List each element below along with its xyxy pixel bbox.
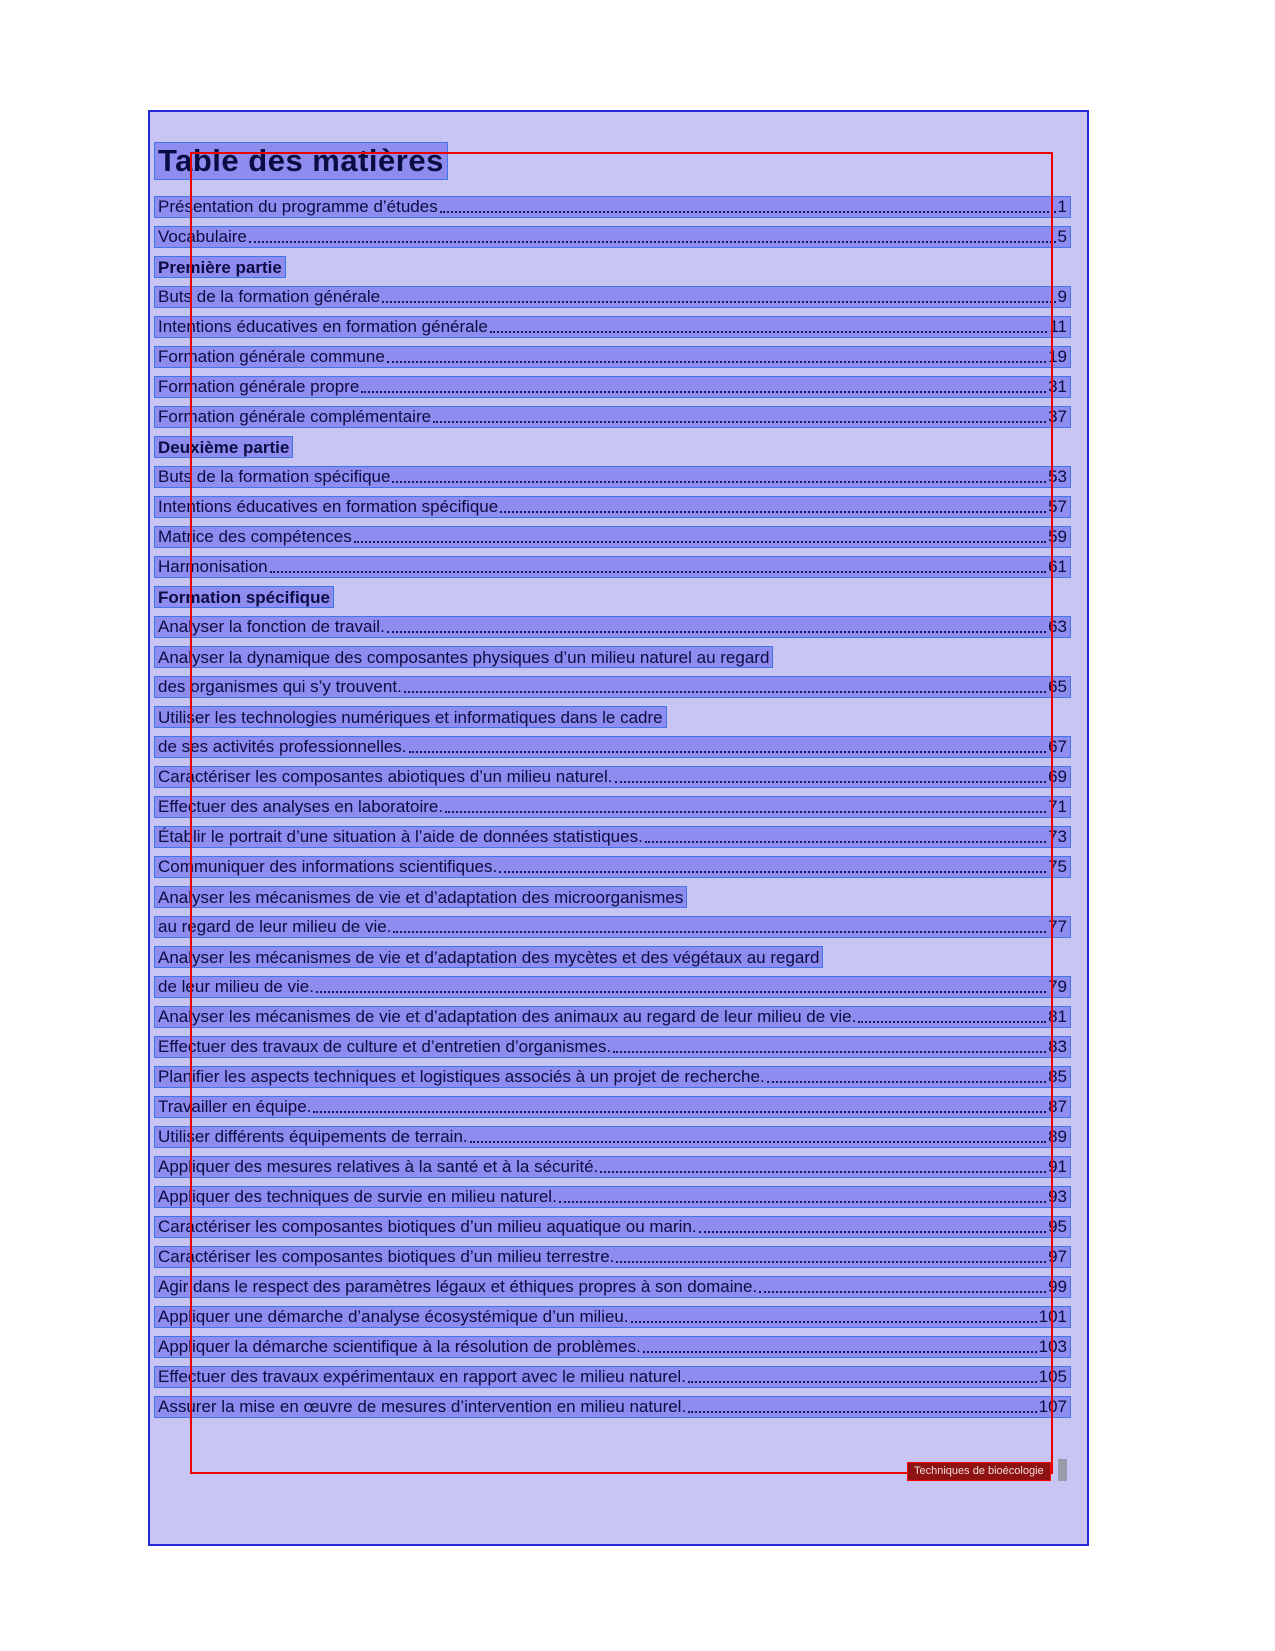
footer-page-thumb: [1058, 1459, 1067, 1481]
toc-entry-text: Effectuer des travaux de culture et d’entretien d’organismes.: [158, 1037, 612, 1056]
toc-entry-text: de leur milieu de vie.: [158, 977, 314, 996]
toc-section-heading-label: Deuxième partie: [154, 436, 293, 458]
toc-entry[interactable]: [154, 1246, 1071, 1268]
toc-entry-wrap-line[interactable]: [154, 946, 1071, 968]
toc-entry-page-number: 99: [1048, 1277, 1067, 1296]
dot-leader: [392, 481, 1046, 483]
dot-leader: [440, 211, 1056, 213]
toc-entry-page-number: 93: [1048, 1187, 1067, 1206]
toc-entry-text: Établir le portrait d’une situation à l’aide de données statistiques.: [158, 827, 643, 846]
toc-entry-text: Buts de la formation spécifique: [158, 467, 391, 486]
dot-leader: [387, 631, 1046, 633]
toc-entry-page-number: 73: [1048, 827, 1067, 846]
toc-entry-text: Intentions éducatives en formation spécifique: [158, 497, 499, 516]
dot-leader: [767, 1081, 1046, 1083]
dot-leader: [631, 1321, 1037, 1323]
toc-entry[interactable]: [154, 736, 1071, 758]
toc-entry-text: au regard de leur milieu de vie.: [158, 917, 392, 936]
toc-entry[interactable]: [154, 496, 1071, 518]
dot-leader: [600, 1171, 1046, 1173]
toc-entry-page-number: 31: [1048, 377, 1067, 396]
toc-entry-page-number: 75: [1048, 857, 1067, 876]
toc-entry-page-number: 91: [1048, 1157, 1067, 1176]
toc-section-heading-label: Formation spécifique: [154, 586, 334, 608]
toc-entry-wrap-line[interactable]: [154, 886, 1071, 908]
dot-leader: [382, 301, 1055, 303]
toc-entry-wrap-text: Analyser les mécanismes de vie et d’adaptation des mycètes et des végétaux au regard: [154, 946, 823, 968]
toc-entry-wrap-text: Analyser la dynamique des composantes physiques d’un milieu naturel au regard: [154, 646, 773, 668]
dot-leader: [393, 931, 1046, 933]
toc-entry-page-number: 103: [1038, 1337, 1067, 1356]
toc-entry-text: Intentions éducatives en formation générale: [158, 317, 488, 336]
toc-entry-text: Appliquer des techniques de survie en milieu naturel.: [158, 1187, 557, 1206]
toc-entry[interactable]: [154, 466, 1071, 488]
toc-entry-page-number: 1: [1057, 197, 1067, 216]
dot-leader: [699, 1231, 1046, 1233]
toc-entry-page-number: 95: [1048, 1217, 1067, 1236]
footer-label: Techniques de bioécologie: [907, 1462, 1051, 1481]
toc-entry-page-number: 105: [1038, 1367, 1067, 1386]
toc-entry-page-number: 37: [1048, 407, 1067, 426]
toc-entry[interactable]: [154, 1336, 1071, 1358]
dot-leader: [404, 691, 1046, 693]
dot-leader: [361, 391, 1046, 393]
dot-leader: [688, 1381, 1037, 1383]
toc-entry-text: Caractériser les composantes biotiques d’un milieu terrestre.: [158, 1247, 615, 1266]
dot-leader: [316, 991, 1046, 993]
dot-leader: [445, 811, 1046, 813]
toc-entry-page-number: 87: [1048, 1097, 1067, 1116]
toc-entry-page-number: 67: [1048, 737, 1067, 756]
toc-entry-text: Matrice des compétences: [158, 527, 352, 546]
toc-entry[interactable]: [154, 766, 1071, 788]
toc-entry-page-number: 53: [1048, 467, 1067, 486]
dot-leader: [490, 331, 1048, 333]
toc-entry-text: Buts de la formation générale: [158, 287, 381, 306]
dot-leader: [500, 511, 1046, 513]
toc-entry-text: Formation générale commune: [158, 347, 385, 366]
toc-entry-page-number: 69: [1048, 767, 1067, 786]
dot-leader: [616, 1261, 1046, 1263]
toc-entry-page-number: 61: [1048, 557, 1067, 576]
toc-entry[interactable]: [154, 1216, 1071, 1238]
toc-entry[interactable]: [154, 1066, 1071, 1088]
toc-entry[interactable]: [154, 1156, 1071, 1178]
toc-entry-page-number: 65: [1048, 677, 1067, 696]
toc-entry-text: Harmonisation: [158, 557, 268, 576]
dot-leader: [643, 1351, 1037, 1353]
page-title-row: [154, 142, 1071, 180]
toc-entry[interactable]: [154, 1006, 1071, 1028]
dot-leader: [645, 841, 1046, 843]
toc-entry-page-number: 107: [1038, 1397, 1067, 1416]
toc-entry[interactable]: [154, 406, 1071, 428]
toc-entry[interactable]: [154, 196, 1071, 218]
toc-entry-text: Utiliser différents équipements de terrain.: [158, 1127, 468, 1146]
toc-entry[interactable]: [154, 1396, 1071, 1418]
toc-entry-page-number: 83: [1048, 1037, 1067, 1056]
dot-leader: [688, 1411, 1036, 1413]
toc-entry[interactable]: [154, 526, 1071, 548]
toc-entry-text: Analyser la fonction de travail.: [158, 617, 385, 636]
toc-entry-wrap-line[interactable]: [154, 646, 1071, 668]
toc-entry-page-number: 59: [1048, 527, 1067, 546]
toc-entry-text: Effectuer des travaux expérimentaux en rapport avec le milieu naturel.: [158, 1367, 686, 1386]
toc-section-heading: [154, 436, 1071, 458]
toc-list: [154, 196, 1071, 1418]
toc-entry-text: Communiquer des informations scientifiques.: [158, 857, 498, 876]
toc-entry-text: Appliquer une démarche d’analyse écosystémique d’un milieu.: [158, 1307, 629, 1326]
toc-entry[interactable]: [154, 226, 1071, 248]
toc-entry-page-number: 5: [1057, 227, 1067, 246]
toc-entry-page-number: 97: [1048, 1247, 1067, 1266]
toc-entry-text: Appliquer la démarche scientifique à la résolution de problèmes.: [158, 1337, 641, 1356]
dot-leader: [387, 361, 1046, 363]
toc-entry[interactable]: [154, 346, 1071, 368]
toc-entry-text: Appliquer des mesures relatives à la santé et à la sécurité.: [158, 1157, 599, 1176]
page-content: [154, 142, 1071, 1426]
toc-entry-page-number: 19: [1048, 347, 1067, 366]
toc-entry-page-number: 101: [1038, 1307, 1067, 1326]
page-title: Table des matières: [154, 142, 448, 180]
toc-entry-text: Agir dans le respect des paramètres légaux et éthiques propres à son domaine.: [158, 1277, 758, 1296]
toc-entry-text: des organismes qui s’y trouvent.: [158, 677, 402, 696]
toc-entry[interactable]: [154, 316, 1071, 338]
toc-entry-page-number: 81: [1048, 1007, 1067, 1026]
toc-entry[interactable]: [154, 856, 1071, 878]
dot-leader: [249, 241, 1056, 243]
toc-entry[interactable]: [154, 1186, 1071, 1208]
toc-entry-wrap-text: Utiliser les technologies numériques et informatiques dans le cadre: [154, 706, 667, 728]
toc-entry-wrap-text: Analyser les mécanismes de vie et d’adaptation des microorganismes: [154, 886, 687, 908]
toc-entry-text: Formation générale complémentaire: [158, 407, 432, 426]
toc-entry-text: Caractériser les composantes abiotiques d’un milieu naturel.: [158, 767, 613, 786]
toc-entry[interactable]: [154, 1306, 1071, 1328]
toc-entry[interactable]: [154, 796, 1071, 818]
toc-entry[interactable]: [154, 376, 1071, 398]
toc-entry-page-number: 11: [1049, 317, 1067, 336]
toc-entry-text: Formation générale propre: [158, 377, 360, 396]
toc-section-heading: [154, 256, 1071, 278]
toc-entry[interactable]: [154, 826, 1071, 848]
dot-leader: [270, 571, 1046, 573]
toc-entry[interactable]: [154, 1126, 1071, 1148]
toc-entry[interactable]: [154, 1096, 1071, 1118]
toc-entry-text: Caractériser les composantes biotiques d’un milieu aquatique ou marin.: [158, 1217, 697, 1236]
toc-entry-page-number: 89: [1048, 1127, 1067, 1146]
toc-entry[interactable]: [154, 976, 1071, 998]
toc-entry[interactable]: [154, 286, 1071, 308]
toc-entry-page-number: 9: [1057, 287, 1067, 306]
dot-leader: [615, 781, 1047, 783]
dot-leader: [354, 541, 1046, 543]
dot-leader: [409, 751, 1047, 753]
toc-entry[interactable]: [154, 616, 1071, 638]
toc-entry[interactable]: [154, 1036, 1071, 1058]
toc-entry-page-number: 85: [1048, 1067, 1067, 1086]
toc-entry-wrap-line[interactable]: [154, 706, 1071, 728]
toc-entry-text: Présentation du programme d’études: [158, 197, 438, 216]
toc-entry-text: Planifier les aspects techniques et logistiques associés à un projet de recherche.: [158, 1067, 765, 1086]
document-page: [148, 110, 1089, 1546]
toc-entry-text: Assurer la mise en œuvre de mesures d’intervention en milieu naturel.: [158, 1397, 687, 1416]
toc-entry[interactable]: [154, 676, 1071, 698]
toc-entry[interactable]: [154, 1276, 1071, 1298]
dot-leader: [313, 1111, 1046, 1113]
dot-leader: [559, 1201, 1046, 1203]
toc-entry-page-number: 71: [1048, 797, 1067, 816]
toc-entry[interactable]: [154, 1366, 1071, 1388]
toc-entry-page-number: 77: [1048, 917, 1067, 936]
toc-section-heading: [154, 586, 1071, 608]
toc-entry-page-number: 63: [1048, 617, 1067, 636]
toc-entry-text: Travailler en équipe.: [158, 1097, 312, 1116]
dot-leader: [613, 1051, 1046, 1053]
toc-entry[interactable]: [154, 556, 1071, 578]
toc-entry-text: Vocabulaire: [158, 227, 247, 246]
toc-entry-page-number: 79: [1048, 977, 1067, 996]
dot-leader: [759, 1291, 1046, 1293]
toc-entry-text: Effectuer des analyses en laboratoire.: [158, 797, 444, 816]
dot-leader: [499, 871, 1046, 873]
dot-leader: [433, 421, 1046, 423]
dot-leader: [470, 1141, 1046, 1143]
toc-entry[interactable]: [154, 916, 1071, 938]
toc-entry-text: Analyser les mécanismes de vie et d’adaptation des animaux au regard de leur milieu de vie.: [158, 1007, 857, 1026]
toc-entry-page-number: 57: [1048, 497, 1067, 516]
dot-leader: [858, 1021, 1046, 1023]
toc-section-heading-label: Première partie: [154, 256, 286, 278]
toc-entry-text: de ses activités professionnelles.: [158, 737, 407, 756]
